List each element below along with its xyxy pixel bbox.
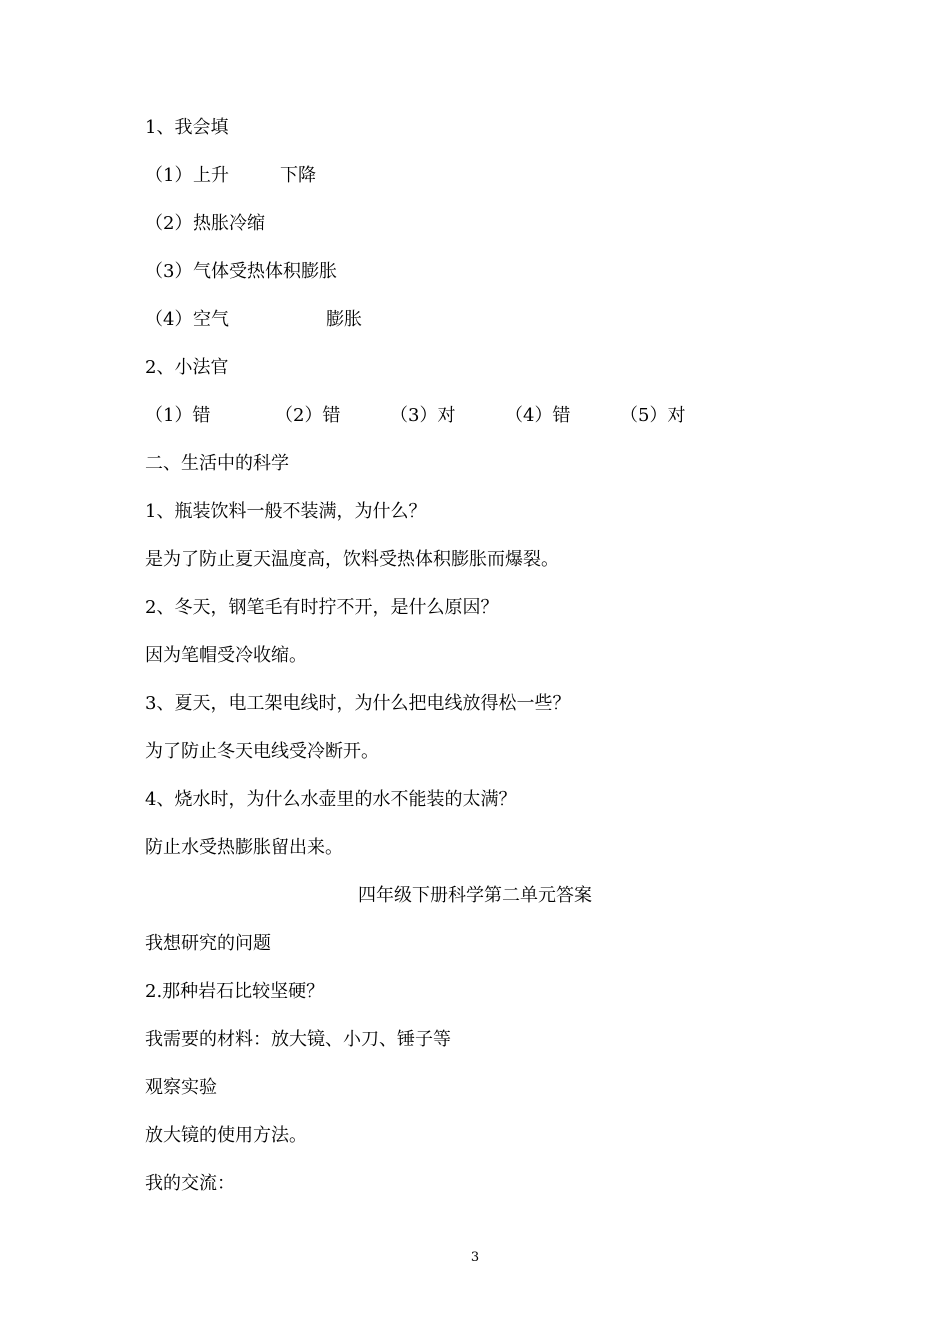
answer-1: 是为了防止夏天温度高，饮料受热体积膨胀而爆裂。 xyxy=(145,549,559,570)
judge-item-5: （5）对 xyxy=(620,405,686,426)
judge-row xyxy=(145,404,745,428)
q1-title: 1、我会填 xyxy=(145,117,229,138)
unit2-line-5: 放大镜的使用方法。 xyxy=(145,1125,307,1146)
unit2-line-6: 我的交流： xyxy=(145,1173,235,1194)
unit2-line-4: 观察实验 xyxy=(145,1077,217,1098)
answer-4: 防止水受热膨胀留出来。 xyxy=(145,837,343,858)
fill-item-4-num: （4） xyxy=(145,309,193,330)
answer-2: 因为笔帽受冷收缩。 xyxy=(145,645,307,666)
unit2-line-2: 2.那种岩石比较坚硬？ xyxy=(145,981,325,1002)
question-2: 2、冬天，钢笔毛有时拧不开，是什么原因？ xyxy=(145,597,499,618)
fill-item-1-num: （1） xyxy=(145,165,193,186)
question-3: 3、夏天，电工架电线时，为什么把电线放得松一些？ xyxy=(145,693,571,714)
fill-item-2-num: （2） xyxy=(145,213,193,234)
fill-item-4-a: 空气 xyxy=(193,309,229,330)
judge-item-1: （1）错 xyxy=(145,405,211,426)
judge-item-4: （4）错 xyxy=(505,405,571,426)
q2-title: 2、小法官 xyxy=(145,357,229,378)
unit2-heading: 四年级下册科学第二单元答案 xyxy=(358,885,592,906)
fill-item-2 xyxy=(145,212,545,236)
answer-3: 为了防止冬天电线受冷断开。 xyxy=(145,741,379,762)
question-4: 4、烧水时，为什么水壶里的水不能装的太满？ xyxy=(145,789,517,810)
fill-item-4-b: 膨胀 xyxy=(326,309,362,330)
fill-item-3-num: （3） xyxy=(145,261,193,282)
unit2-line-1: 我想研究的问题 xyxy=(145,933,271,954)
fill-item-4 xyxy=(145,308,545,332)
fill-item-1 xyxy=(145,164,545,188)
fill-item-1-a: 上升 xyxy=(193,165,229,186)
fill-item-3-a: 气体受热体积膨胀 xyxy=(193,261,337,282)
unit2-line-3: 我需要的材料：放大镜、小刀、锤子等 xyxy=(145,1029,451,1050)
section2-title: 二、生活中的科学 xyxy=(145,453,289,474)
fill-item-2-a: 热胀冷缩 xyxy=(193,213,265,234)
question-1: 1、瓶装饮料一般不装满，为什么？ xyxy=(145,501,427,522)
judge-item-3: （3）对 xyxy=(390,405,456,426)
page-number: 3 xyxy=(470,1250,480,1265)
judge-item-2: （2）错 xyxy=(275,405,341,426)
fill-item-1-b: 下降 xyxy=(280,165,316,186)
fill-item-3 xyxy=(145,260,545,284)
